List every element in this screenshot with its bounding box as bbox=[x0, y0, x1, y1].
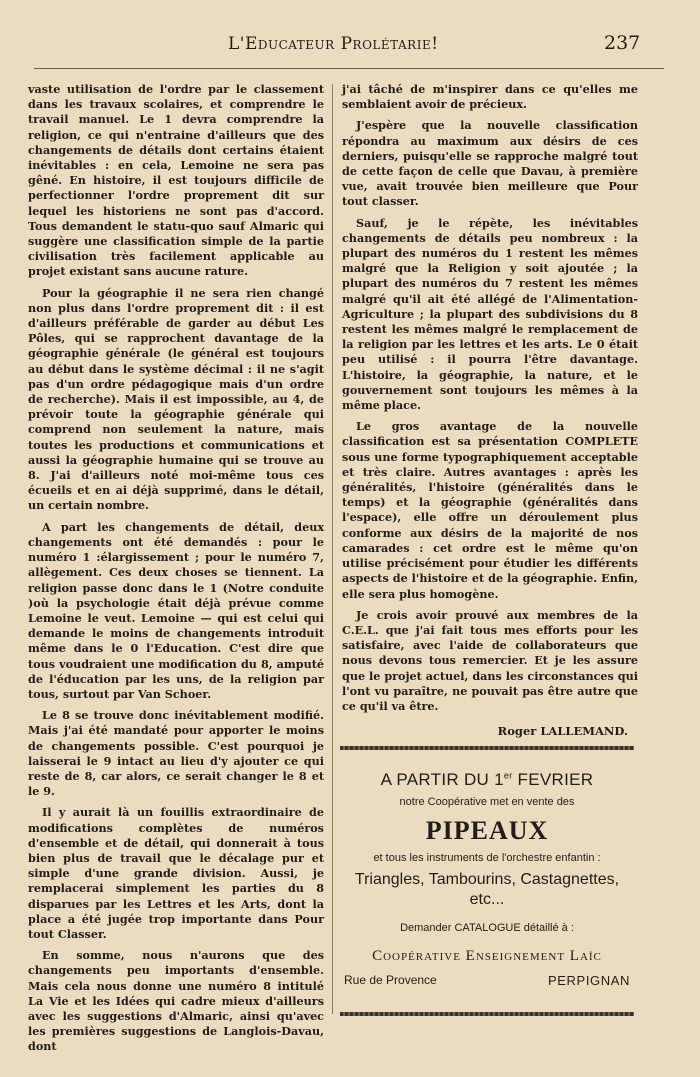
paragraph: Le 8 se trouve donc inévitablement modifié. Mais j'ai été mandaté pour apporter le moins de changements possible. C'est pourquoi je laisserai le 9 intact au lieu d'y ajouter ce qui reste de 8, car alors, ce serait changer le 8 et le 9. bbox=[28, 708, 324, 799]
ad-intro-line: notre Coopérative met en vente des bbox=[399, 796, 575, 808]
ad-organization: Coopérative Enseignement Laïc bbox=[372, 948, 602, 964]
ad-street: Rue de Provence bbox=[344, 973, 437, 987]
ad-city: PERPIGNAN bbox=[548, 973, 630, 988]
ad-headline-sup: er bbox=[503, 770, 513, 781]
ad-headline-prefix: A PARTIR DU 1 bbox=[380, 770, 504, 789]
page-number: 237 bbox=[604, 32, 641, 54]
paragraph: Pour la géographie il ne sera rien changé non plus dans l'ordre proprement dit : il est d'ailleurs préférable de garder au début Les Pôles, qui se rapprochent davantage de la géographie générale (le général est toujours au début dans le système décimal : il ne s'agit pas d'un ordre pédagogique mais d'un ordre de recherche). Mais il est impossible, au 4, de prévoir toute la géographie générale qui comprend non seulement la nature, mais toutes les productions et communications et aussi la géographie humaine qui se trouve au 8. J'ai d'ailleurs noté moi-même tous ces écueils et en ai déjà supprimé, dans le détail, un certain nombre. bbox=[28, 285, 324, 513]
paragraph: vaste utilisation de l'ordre par le classement dans les travaux scolaires, et comprendre le travail manuel. Le 1 devra comprendre la religion, ce qui n'entraine d'ailleurs que des changements de détails dont certains étaient inévitables : en cela, Lemoine ne sera pas gêné. En histoire, il est toujours difficile de perfectionner l'ordre proprement dit sur lequel les historiens ne sont pas d'accord. Tous demandent le statu-quo sauf Almaric qui suggère une classification simple de la partie civilisation très facilement applicable au projet existant sans aucune rature. bbox=[28, 82, 324, 279]
paragraph: j'ai tâché de m'inspirer dans ce qu'elles me semblaient avoir de précieux. bbox=[342, 82, 638, 112]
paragraph: Sauf, je le répète, les inévitables changements de détails peu nombreux : la plupart des numéros du 1 restent les mêmes malgré que la Religion y soit ajoutée ; la plupart des numéros du 7 restent les mêmes malgré qu'il ait été allégé de l'Alimentation-Agriculture ; la plupart des subdivisions du 8 restent les mêmes malgré le remplacement de la religion par les lettres et les arts. Le 0 était peu utilisé : il pourra l'être davantage. L'histoire, la géographie, la nature, et le gouvernement sont toujours les mêmes à la même place. bbox=[342, 215, 638, 413]
author-signature: Roger LALLEMAND. bbox=[497, 724, 628, 739]
column-divider bbox=[332, 84, 333, 1014]
ad-top-rule bbox=[340, 746, 634, 750]
ad-address bbox=[340, 973, 634, 988]
ad-headline bbox=[340, 770, 634, 790]
header-rule bbox=[34, 68, 664, 69]
left-column bbox=[28, 82, 324, 1061]
ad-instruments-intro: et tous les instruments de l'orchestre enfantin : bbox=[373, 852, 601, 864]
right-column bbox=[342, 82, 638, 739]
paragraph: A part les changements de détail, deux changements ont été demandés : pour le numéro 1 :élargissement ; pour le numéro 7, allègement. Ces deux choses se tiennent. La religion passe donc dans le 1 (Notre conduite )où la psychologie était déjà prévue comme Lemoine le veut. Lemoine — qui est celui qui demande le moins de changements introduit même dans le 0 l'Education. C'est dire que tous voudraient une modification du 8, amputé de l'éducation par les uns, de la religion par tous, surtout par Van Schoer. bbox=[28, 519, 324, 701]
paragraph: J'espère que la nouvelle classification répondra au maximum aux désirs de ces derniers, puisqu'elle se rapproche malgré tout de cette façon de celle que Davau, à première vue, avait trouvée bien meilleure que Pour tout classer. bbox=[342, 118, 638, 209]
paragraph: Je crois avoir prouvé aux membres de la C.E.L. que j'ai fait tous mes efforts pour les satisfaire, avec l'aide de collaborateurs que nous devons tous remercier. Et je les assure que le projet actuel, dans les circonstances qui l'ont vu paraître, ne pouvait pas être autre que ce qu'il va être. bbox=[342, 607, 638, 713]
ad-catalogue-line: Demander CATALOGUE détaillé à : bbox=[400, 922, 574, 934]
advertisement bbox=[340, 760, 634, 988]
ad-headline-suffix: FEVRIER bbox=[512, 770, 594, 789]
paragraph: En somme, nous n'aurons que des changements peu importants d'ensemble. Mais cela nous donne une numéro 8 intitulé La Vie et les Idées qui cadre mieux d'ailleurs avec les suggestions d'Almaric, ainsi qu'avec les premières suggestions de Langlois-Davau, dont bbox=[28, 948, 324, 1054]
running-title: L'Educateur Prolétarie! bbox=[228, 34, 439, 54]
ad-bottom-rule bbox=[340, 1012, 634, 1016]
ad-product: PIPEAUX bbox=[425, 816, 549, 845]
paragraph: Il y aurait là un fouillis extraordinaire de modifications complètes de numéros d'ensemble et de détail, qui donnerait à tous bien plus de travail que le décalage pur et simple d'une grande division. Aussi, je remplacerai simplement les parties du 8 disparues par les Lettres et les Arts, dont la place a été jugée trop importante dans Pour tout Classer. bbox=[28, 805, 324, 941]
paragraph: Le gros avantage de la nouvelle classification est sa présentation COMPLETE sous une forme typographiquement acceptable et très claire. Autres avantages : après les généralités, l'histoire (généralités dans le temps) et la géographie (généralités dans l'espace), elle offre un déroulement plus conforme aux désirs de la majorité de nos camarades : cet ordre est le même qu'on utilise précisément pour étudier les différents aspects de l'histoire et de la géographie. Enfin, elle sera plus homogène. bbox=[342, 419, 638, 601]
ad-instruments: Triangles, Tambourins, Castagnettes, etc... bbox=[354, 871, 620, 908]
